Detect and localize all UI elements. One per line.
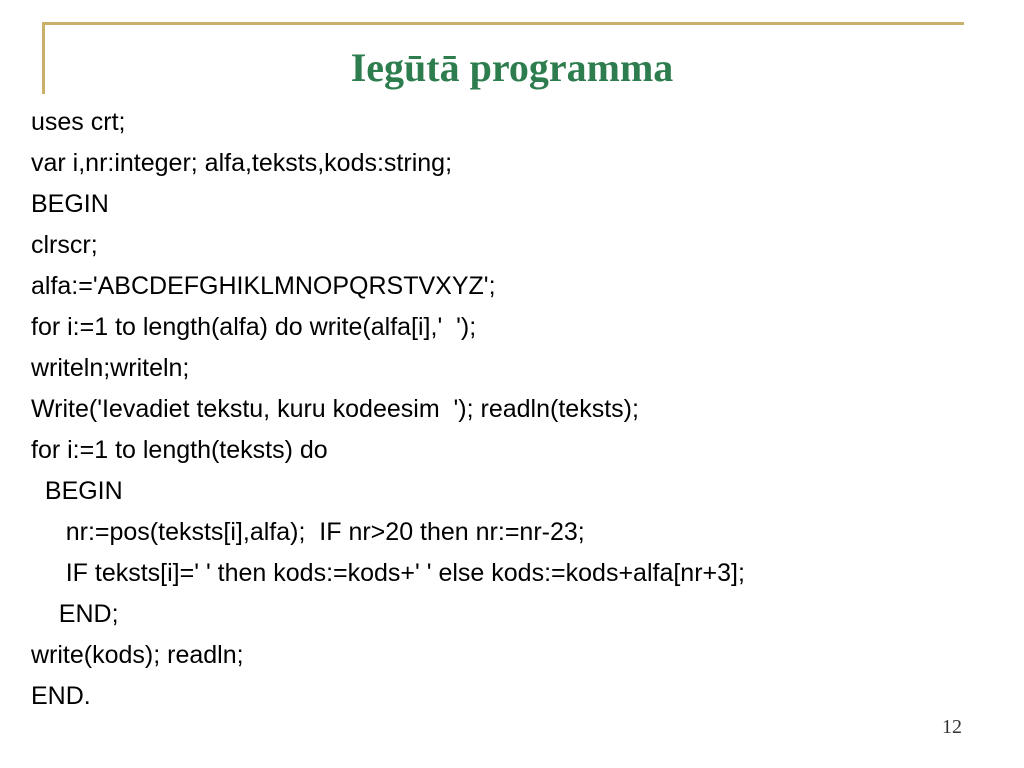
code-line: IF teksts[i]=' ' then kods:=kods+' ' else kods:=kods+alfa[nr+3]; (31, 559, 745, 587)
code-listing (31, 102, 1011, 717)
code-line: alfa:='ABCDEFGHIKLMNOPQRSTVXYZ'; (31, 272, 496, 300)
code-line: uses crt; (31, 108, 126, 136)
code-line: Write('Ievadiet tekstu, kuru kodeesim '); readln(teksts); (31, 395, 639, 423)
code-line: writeln;writeln; (31, 354, 190, 382)
code-line: END. (31, 682, 91, 710)
frame-top-line (42, 22, 964, 25)
code-line: clrscr; (31, 231, 98, 259)
code-line: for i:=1 to length(alfa) do write(alfa[i],' '); (31, 313, 477, 341)
code-line: BEGIN (31, 190, 109, 218)
code-line: var i,nr:integer; alfa,teksts,kods:string; (31, 149, 453, 177)
code-line: nr:=pos(teksts[i],alfa); IF nr>20 then nr:=nr-23; (31, 518, 585, 546)
code-line: for i:=1 to length(teksts) do (31, 436, 328, 464)
code-line: write(kods); readln; (31, 641, 244, 669)
slide-title: Iegūtā programma (350, 45, 674, 90)
page-number: 12 (942, 716, 962, 738)
code-line: BEGIN (31, 477, 123, 505)
code-line: END; (31, 600, 119, 628)
